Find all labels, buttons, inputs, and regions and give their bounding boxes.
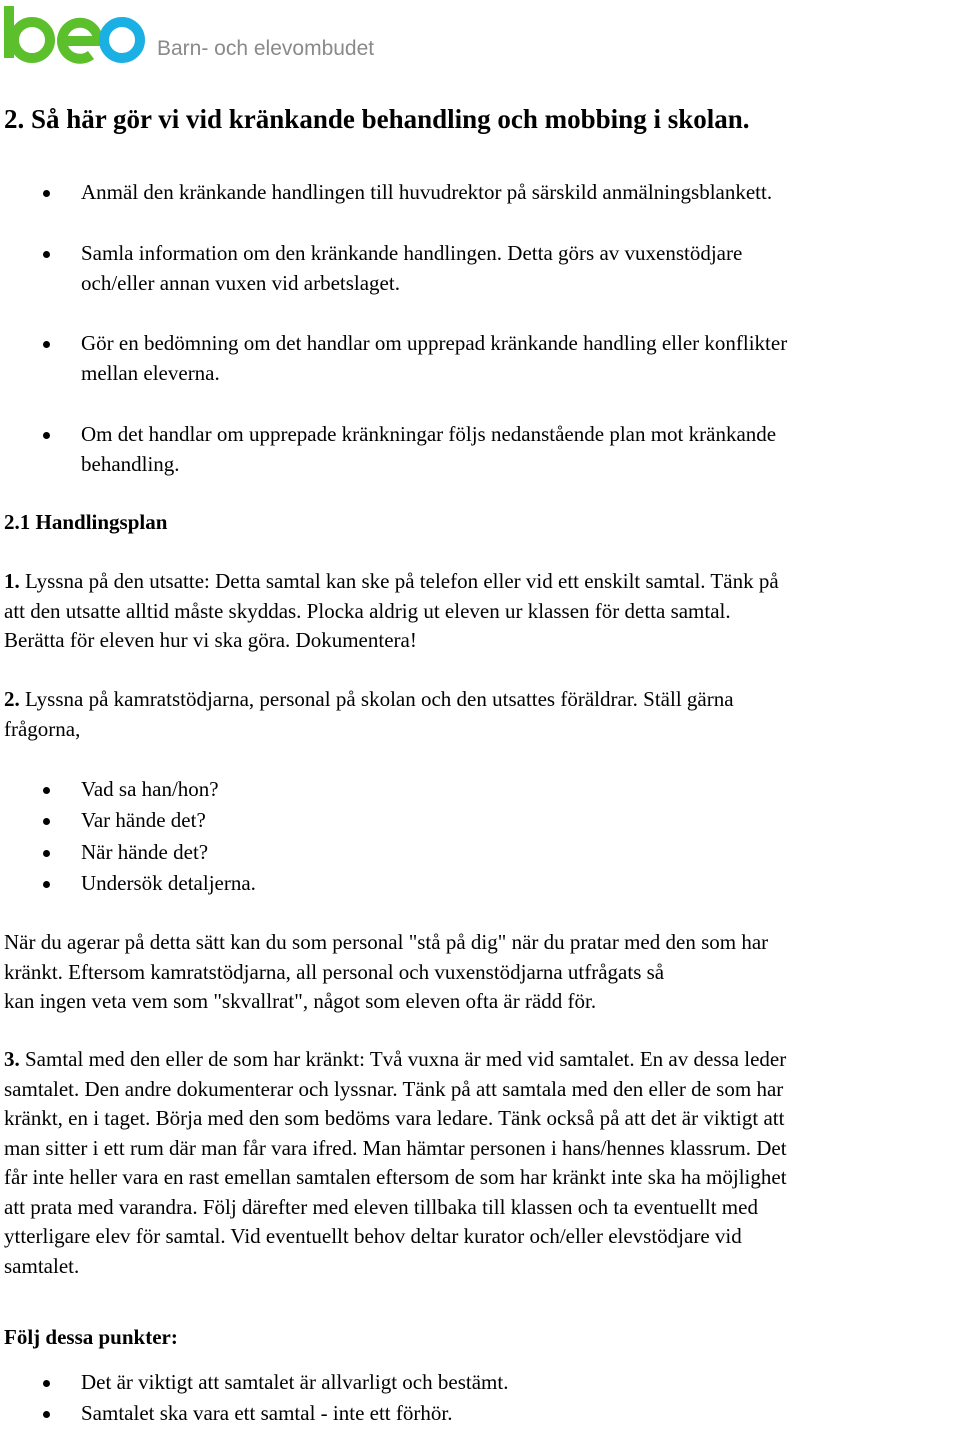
step-number: 1.	[4, 569, 20, 593]
section-heading: 2.1 Handlingsplan	[4, 510, 168, 534]
paragraph-line: kränkt. Eftersom kamratstödjarna, all personal och vuxenstödjarna utfrågats så	[4, 959, 665, 984]
step-text: Samtal med den eller de som har kränkt: Två vuxna är med vid samtalet. En av dessa leder	[19, 1047, 787, 1071]
bullet-dot	[43, 1380, 50, 1387]
list-item-line: Anmäl den kränkande handlingen till huvudrektor på särskild anmälningsblankett.	[81, 180, 773, 204]
list-item-line: Gör en bedömning om det handlar om upprepad kränkande handling eller konflikter	[81, 331, 788, 355]
beo-logo	[0, 0, 400, 80]
bullet-dot	[43, 787, 50, 794]
list-item-line: Om det handlar om upprepade kränkningar följs nedanstående plan mot kränkande	[81, 422, 777, 446]
step-text: Lyssna på den utsatte: Detta samtal kan ske på telefon eller vid ett enskilt samtal. Tänk på	[19, 569, 779, 593]
step-number: 3.	[4, 1047, 20, 1071]
step-text-line: får inte heller vara en rast emellan samtalen eftersom de som har kränkt inte ska ha möjlighet	[4, 1165, 787, 1189]
bullet-dot	[43, 251, 50, 258]
logo-tagline: Barn- och elevombudet	[157, 37, 375, 60]
follow-heading: Följ dessa punkter:	[4, 1325, 178, 1349]
list-item-line: och/eller annan vuxen vid arbetslaget.	[81, 270, 400, 295]
step-text-line: samtalet.	[4, 1253, 80, 1278]
step-text-line	[4, 685, 734, 715]
step-text-line: att den utsatte alltid måste skyddas. Plocka aldrig ut eleven ur klassen för detta samtal.	[4, 598, 731, 623]
step-text-line: man sitter i ett rum där man får vara ifred. Man hämtar personen i hans/hennes klassrum. Det	[4, 1135, 787, 1160]
follow-item: Samtalet ska vara ett samtal - inte ett förhör.	[81, 1401, 453, 1425]
paragraph-line: När du agerar på detta sätt kan du som personal "stå på dig" när du pratar med den som har	[4, 930, 769, 954]
question-item: Undersök detaljerna.	[81, 871, 256, 895]
step-text-line: kränkt, en i taget. Börja med den som bedöms vara ledare. Tänk också på att det är viktigt att	[4, 1106, 785, 1130]
step-text-line: ytterligare elev för samtal. Vid eventuellt behov deltar kurator och/eller elevstödjare vid	[4, 1224, 742, 1248]
follow-item: Det är viktigt att samtalet är allvarligt och bestämt.	[81, 1370, 509, 1394]
step-text-line	[4, 1045, 786, 1075]
step-text-line: samtalet. Den andre dokumenterar och lyssnar. Tänk på att samtala med den eller de som har	[4, 1076, 784, 1101]
bullet-dot	[43, 850, 50, 857]
paragraph-line: kan ingen veta vem som "skvallrat", något som eleven ofta är rädd för.	[4, 989, 597, 1013]
question-item: Var hände det?	[81, 808, 206, 832]
step-text-line: frågorna,	[4, 716, 81, 741]
page-title: 2. Så här gör vi vid kränkande behandling och mobbing i skolan.	[4, 104, 750, 134]
list-item-line: mellan eleverna.	[81, 360, 220, 385]
list-item-line: behandling.	[81, 451, 180, 476]
bullet-dot	[43, 190, 50, 197]
bullet-dot	[43, 881, 50, 888]
bullet-dot	[43, 341, 50, 348]
step-text-line	[4, 567, 779, 597]
step-text-line: att prata med varandra. Följ därefter med eleven tillbaka till klassen och ta eventuellt med	[4, 1194, 758, 1219]
bullet-dot	[43, 432, 50, 439]
list-item-line: Samla information om den kränkande handlingen. Detta görs av vuxenstödjare	[81, 241, 743, 265]
step-text: Lyssna på kamratstödjarna, personal på skolan och den utsattes föräldrar. Ställ gärna	[19, 687, 734, 711]
step-number: 2.	[4, 687, 20, 711]
bullet-dot	[43, 1411, 50, 1418]
bullet-dot	[43, 818, 50, 825]
question-item: När hände det?	[81, 840, 209, 864]
question-item: Vad sa han/hon?	[81, 777, 219, 801]
step-text-line: Berätta för eleven hur vi ska göra. Dokumentera!	[4, 628, 417, 652]
